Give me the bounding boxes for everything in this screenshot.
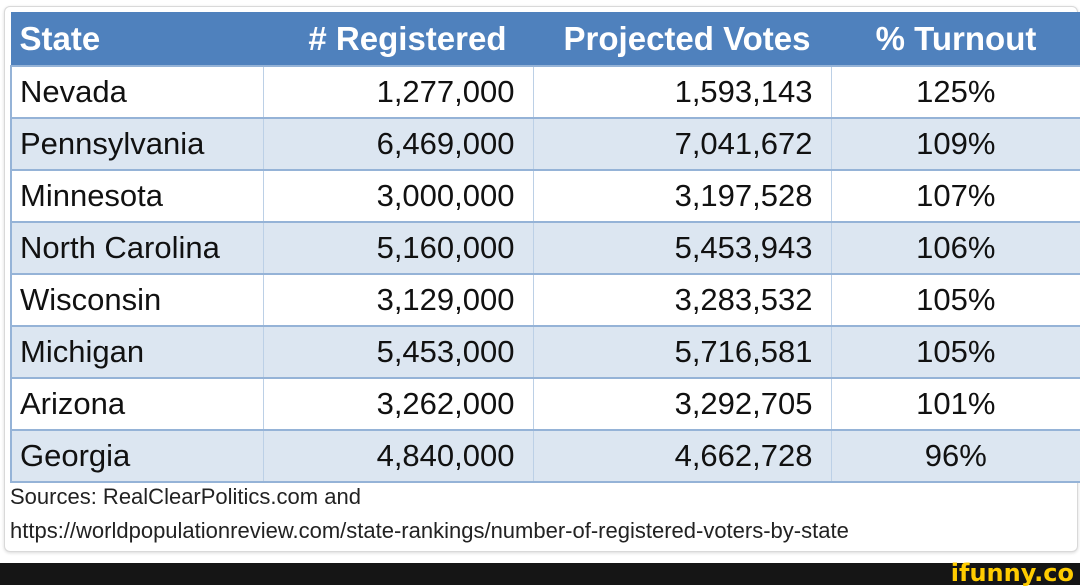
table-row (11, 430, 1080, 482)
table-row (11, 66, 1080, 118)
sources-note (10, 480, 1070, 548)
cell-turnout: 105% (831, 326, 1080, 378)
cell-registered: 3,129,000 (263, 274, 533, 326)
cell-turnout: 106% (831, 222, 1080, 274)
cell-state: Michigan (11, 326, 263, 378)
watermark-bar (0, 559, 1080, 587)
cell-state: Nevada (11, 66, 263, 118)
table-row (11, 326, 1080, 378)
table-row (11, 170, 1080, 222)
header-row (11, 13, 1080, 67)
table-body (11, 66, 1080, 482)
cell-state: Minnesota (11, 170, 263, 222)
cell-registered: 5,453,000 (263, 326, 533, 378)
cell-projected-votes: 5,453,943 (533, 222, 831, 274)
sources-line-2: https://worldpopulationreview.com/state-rankings/number-of-registered-voters-by-state (10, 518, 849, 543)
voter-turnout-table (10, 12, 1080, 483)
cell-registered: 4,840,000 (263, 430, 533, 482)
cell-projected-votes: 4,662,728 (533, 430, 831, 482)
header-registered: # Registered (263, 13, 533, 67)
cell-state: Arizona (11, 378, 263, 430)
header-projected-votes: Projected Votes (533, 13, 831, 67)
cell-turnout: 109% (831, 118, 1080, 170)
cell-state: Georgia (11, 430, 263, 482)
cell-registered: 1,277,000 (263, 66, 533, 118)
cell-turnout: 125% (831, 66, 1080, 118)
cell-registered: 3,262,000 (263, 378, 533, 430)
table-header (11, 13, 1080, 67)
cell-state: Pennsylvania (11, 118, 263, 170)
cell-turnout: 105% (831, 274, 1080, 326)
cell-state: North Carolina (11, 222, 263, 274)
cell-turnout: 107% (831, 170, 1080, 222)
cell-registered: 5,160,000 (263, 222, 533, 274)
table-row (11, 274, 1080, 326)
table-row (11, 378, 1080, 430)
header-state: State (11, 13, 263, 67)
cell-state: Wisconsin (11, 274, 263, 326)
table-row (11, 118, 1080, 170)
cell-turnout: 96% (831, 430, 1080, 482)
cell-projected-votes: 1,593,143 (533, 66, 831, 118)
ifunny-watermark-logo: ifunny.co (950, 559, 1074, 587)
sources-line-1: Sources: RealClearPolitics.com and (10, 484, 361, 509)
cell-registered: 6,469,000 (263, 118, 533, 170)
cell-projected-votes: 3,197,528 (533, 170, 831, 222)
cell-projected-votes: 5,716,581 (533, 326, 831, 378)
cell-projected-votes: 3,292,705 (533, 378, 831, 430)
cell-projected-votes: 3,283,532 (533, 274, 831, 326)
header-turnout: % Turnout (831, 13, 1080, 67)
table-row (11, 222, 1080, 274)
cell-turnout: 101% (831, 378, 1080, 430)
cell-projected-votes: 7,041,672 (533, 118, 831, 170)
cell-registered: 3,000,000 (263, 170, 533, 222)
